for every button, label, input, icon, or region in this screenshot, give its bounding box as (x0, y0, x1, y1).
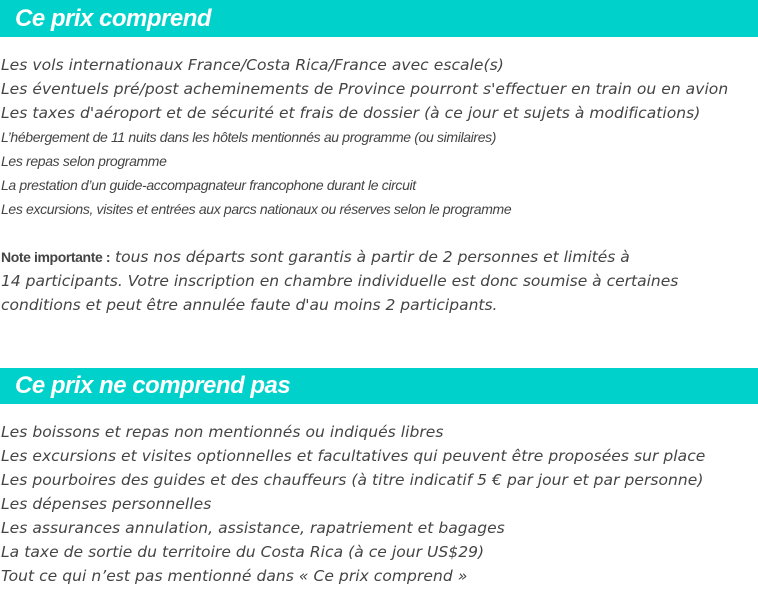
important-note (1, 245, 741, 317)
note-label: Note importante : (1, 249, 111, 265)
excluded-list (1, 420, 705, 588)
list-item: Les éventuels pré/post acheminements de Province pourront s'effectuer en train ou en avion (1, 80, 729, 98)
list-item: Les assurances annulation, assistance, rapatriement et bagages (1, 519, 505, 537)
list-item: Les excursions et visites optionnelles et facultatives qui peuvent être proposées sur place (1, 447, 706, 465)
list-item: Les repas selon programme (1, 153, 167, 169)
note-line-3: conditions et peut être annulée faute d'au moins 2 participants. (1, 296, 498, 314)
note-line-1 (1, 245, 741, 269)
list-item: Les boissons et repas non mentionnés ou indiqués libres (1, 423, 444, 441)
list-item: Les dépenses personnelles (1, 495, 212, 513)
list-item: Tout ce qui n’est pas mentionné dans « Ce prix comprend » (1, 567, 468, 585)
list-item: Les taxes d'aéroport et de sécurité et frais de dossier (à ce jour et sujets à modifications) (1, 104, 701, 122)
excluded-section-title: Ce prix ne comprend pas (15, 372, 291, 399)
excluded-section-header (0, 368, 758, 404)
list-item: La taxe de sortie du territoire du Costa Rica (à ce jour US$29) (1, 543, 485, 561)
list-item: Les vols internationaux France/Costa Rica/France avec escale(s) (1, 56, 504, 74)
list-item: L’hébergement de 11 nuits dans les hôtels mentionnés au programme (ou similaires) (1, 129, 497, 145)
list-item: La prestation d’un guide-accompagnateur francophone durant le circuit (1, 177, 416, 193)
included-list (1, 53, 728, 221)
included-section-header (0, 0, 758, 37)
list-item: Les excursions, visites et entrées aux parcs nationaux ou réserves selon le programme (1, 201, 512, 217)
note-text: tous nos départs sont garantis à partir de 2 personnes et limités à (110, 248, 630, 266)
included-section-title: Ce prix comprend (15, 5, 212, 32)
note-line-2: 14 participants. Votre inscription en chambre individuelle est donc soumise à certaines (1, 272, 679, 290)
list-item: Les pourboires des guides et des chauffeurs (à titre indicatif 5 € par jour et par personne) (1, 471, 704, 489)
